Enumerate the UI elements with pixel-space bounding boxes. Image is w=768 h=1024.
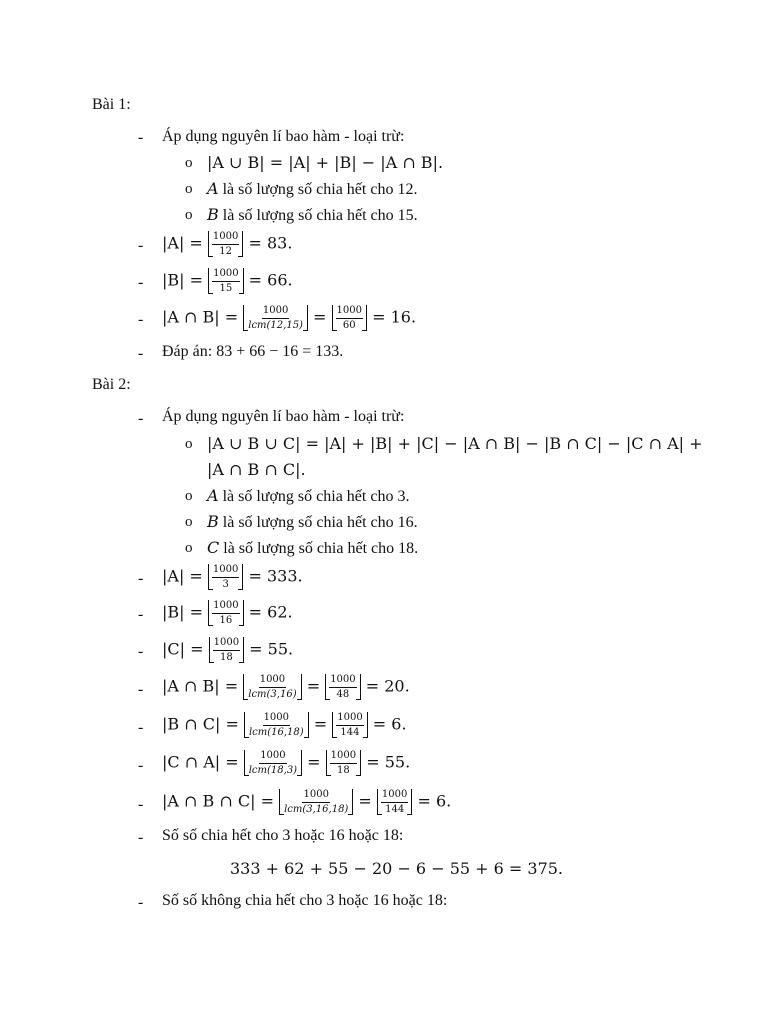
bai1-sub-a: A là số lượng số chia hết cho 12. [207,179,418,198]
bai2-eq-a: |A| = $\frac{1000}{3}$ = 333. [162,564,303,590]
bullet-dash: - [138,274,144,291]
bai2-formula-line1: |A ∪ B ∪ C| = |A| + |B| + |C| − |A ∩ B| − |B ∩ C| − |C ∩ A| + [207,434,703,453]
bullet-dash: - [138,606,144,623]
bai2-divisible-label: Số số chia hết cho 3 hoặc 16 hoặc 18: [162,827,404,844]
bai2-divisible-equation: 333 + 62 + 55 − 20 − 6 − 55 + 6 = 375. [230,859,564,878]
bullet-dash: - [138,757,144,774]
bai1-eq-ab: |A ∩ B| = $\frac{1000}{\text{lcm(12,15)}}$ = $\frac{1000}{60}$ = 16. [162,305,417,331]
bullet-dash: - [138,681,144,698]
bai2-eq-bc: |B ∩ C| = $\frac{1000}{\text{lcm(16,18)}}$ = $\frac{1000}{144}$ = 6. [162,712,407,738]
bai2-sub-c: C là số lượng số chia hết cho 18. [207,538,419,557]
bullet-dash: - [138,129,144,146]
bai1-formula: |A ∪ B| = |A| + |B| − |A ∩ B|. [207,153,444,172]
bai1-intro: Áp dụng nguyên lí bao hàm - loại trừ: [162,128,405,145]
bai2-eq-b: |B| = $\frac{1000}{16}$ = 62. [162,600,293,626]
bullet-dash: - [138,410,144,427]
bai2-sub-a: A là số lượng số chia hết cho 3. [207,486,410,505]
bullet-circle: o [185,207,193,223]
bai1-eq-b: |B| = $\frac{1000}{15}$ = 66. [162,268,293,294]
bai1-answer: Đáp án: 83 + 66 − 16 = 133. [162,343,344,360]
bai2-intro: Áp dụng nguyên lí bao hàm - loại trừ: [162,408,405,425]
bai2-sub-b: B là số lượng số chia hết cho 16. [207,512,418,531]
bai1-eq-a: |A| = $\frac{1000}{12}$ = 83. [162,231,293,257]
bullet-circle: o [185,436,193,452]
bullet-circle: o [185,488,193,504]
bullet-circle: o [185,181,193,197]
bullet-dash: - [138,643,144,660]
bullet-circle: o [185,540,193,556]
bullet-circle: o [185,155,193,171]
heading-bai-2: Bài 2: [92,376,131,393]
bai1-sub-b: B là số lượng số chia hết cho 15. [207,205,418,224]
bullet-dash: - [138,345,144,362]
bai2-eq-ca: |C ∩ A| = $\frac{1000}{\text{lcm(18,3)}}$ = $\frac{1000}{18}$ = 55. [162,750,411,776]
bullet-circle: o [185,514,193,530]
bai2-eq-ab: |A ∩ B| = $\frac{1000}{\text{lcm(3,16)}}$ = $\frac{1000}{48}$ = 20. [162,674,410,700]
bullet-dash: - [138,894,144,911]
bullet-dash: - [138,719,144,736]
bullet-dash: - [138,829,144,846]
bullet-dash: - [138,796,144,813]
bullet-dash: - [138,237,144,254]
bai2-formula-line2: |A ∩ B ∩ C|. [207,460,306,479]
bai2-eq-abc: |A ∩ B ∩ C| = $\frac{1000}{\text{lcm(3,16,18)}}$ = $\frac{1000}{144}$ = 6. [162,789,452,815]
bai2-not-divisible-label: Số số không chia hết cho 3 hoặc 16 hoặc 18: [162,892,448,909]
bullet-dash: - [138,570,144,587]
bai2-eq-c: |C| = $\frac{1000}{18}$ = 55. [162,637,294,663]
heading-bai-1: Bài 1: [92,96,131,113]
bullet-dash: - [138,311,144,328]
